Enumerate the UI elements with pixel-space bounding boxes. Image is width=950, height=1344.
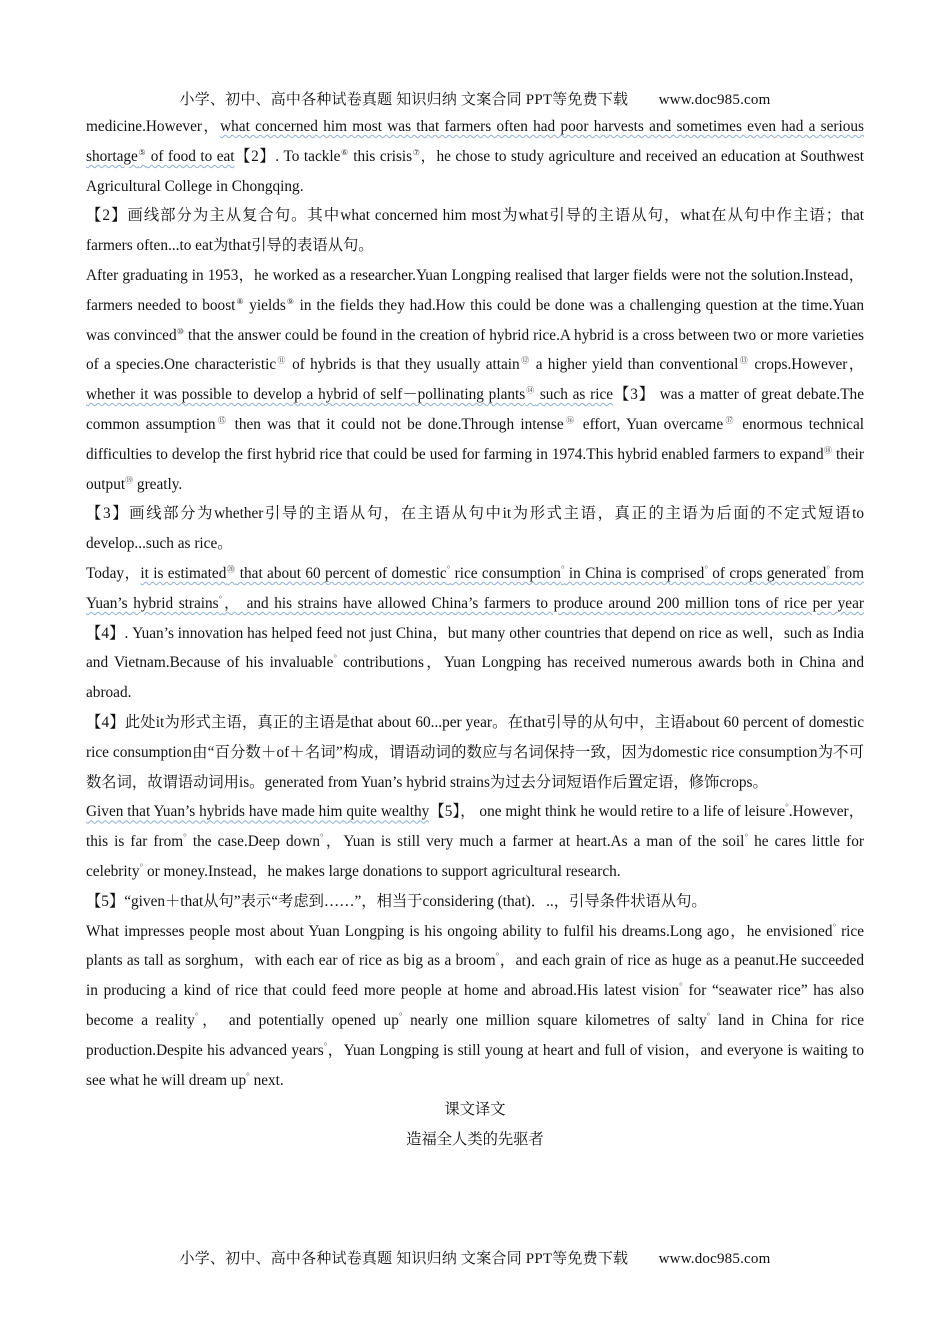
text: in the fields they had.How this could be done was a challenging question at the time.Yuan was convinced [86, 296, 865, 344]
paragraph-3 [86, 559, 864, 708]
text: effort, Yuan overcame [576, 415, 724, 433]
underlined-text: ， and his strains have allowed China’s farmers to produce around 200 million tons of rice per year [222, 594, 864, 612]
vocab-marker: ° [832, 921, 837, 932]
annotation-4: 【4】此处it为形式主语，真正的主语是that about 60...per year。在that引导的从句中，主语about 60 percent of domestic rice consumption由“百分数＋of＋名词”构成，谓语动词的数应与名词保持一致，因为domestic rice consumption为不可数名词，故谓语动词用is。generated from Yuan’s hybrid strains为过去分词短语作后置定语，修饰crops。 [86, 713, 864, 791]
paragraph-5 [86, 917, 864, 1096]
underlined-text: that about 60 percent of domestic [235, 564, 447, 582]
annotation-2: 【2】画线部分为主从复合句。其中what concerned him most为what引导的主语从句，what在从句中作主语；that farmers often...to eat为that引导的表语从句。 [86, 207, 864, 255]
underlined-text: what concerned him most was that farmers often had poor harvests and sometimes even had a serious shortage [86, 118, 864, 165]
text: that the answer could be found in the creation of hybrid rice.A hybrid is a cross between two or more varieties of a species.One characteristic [86, 326, 864, 374]
paragraph-2 [86, 261, 864, 499]
footnote-marker: ⑱ [823, 445, 832, 455]
text: for “seawater rice” has also become a reality [86, 982, 864, 1029]
underlined-sentence [86, 386, 613, 403]
text: then was that it could not be done.Through intense [228, 415, 564, 433]
vocab-marker: ° [323, 1040, 328, 1051]
text: he cares little for celebrity [86, 833, 864, 880]
footnote-marker: ⑧ [235, 296, 245, 306]
text: ， and potentially opened up [198, 1011, 399, 1029]
footnote-marker: ⑰ [723, 415, 736, 425]
annotation-5: 【5】“given＋that从句”表示“考虑到……”，相当于considering (that)．..，引导条件状语从句。 [86, 892, 707, 910]
page-footer: 小学、初中、高中各种试卷真题 知识归纳 文案合同 PPT等免费下载 www.doc985.com [179, 1251, 771, 1267]
note-marker: 【2】 [234, 147, 276, 165]
vocab-marker: ° [218, 593, 223, 604]
vocab-marker: ° [333, 653, 337, 664]
vocab-marker: ° [704, 563, 708, 574]
text: medicine.However， [86, 118, 221, 135]
footnote-marker: ⑳ [226, 564, 236, 574]
text: .However， this is far from [86, 803, 865, 851]
text: rice plants as tall as sorghum，with each ear of rice as big as a broom [86, 922, 864, 970]
text: ，Yuan is still very much a farmer at heart.As a man of the soil [323, 833, 745, 851]
underlined-text: whether it was possible to develop a hybrid of self－pollinating plants [86, 386, 526, 404]
text: crops.However， [749, 356, 865, 374]
vocab-marker: ° [785, 802, 789, 813]
vocab-marker: ° [246, 1070, 250, 1081]
text: this crisis [348, 147, 413, 165]
page-header: 小学、初中、高中各种试卷真题 知识归纳 文案合同 PPT等免费下载 www.doc985.com [179, 92, 771, 108]
vocab-marker: ° [560, 563, 565, 574]
footnote-marker: ⑲ [125, 475, 134, 485]
text: nearly one million square kilometres of salty [402, 1011, 707, 1029]
text: Today， [86, 564, 141, 582]
vocab-marker: ° [194, 1010, 199, 1021]
text: greatly. [133, 475, 183, 493]
note-marker: 【5】 [429, 803, 461, 821]
paragraph-4 [86, 797, 864, 886]
underlined-text: it is estimated [140, 564, 227, 582]
text: After graduating in 1953，he worked as a researcher.Yuan Longping realised that larger fields were not the solution.Instead， farmers needed to boost [86, 266, 864, 314]
footnote-marker: ⑬ [738, 356, 750, 366]
vocab-marker: ° [495, 951, 500, 962]
footnote-marker: ⑭ [525, 386, 536, 396]
text: next. [249, 1071, 284, 1089]
text: . Yuan’s innovation has helped feed not just China，but many other countries that depend on rice as well，such as India and Vietnam.Because of his invaluable [86, 624, 864, 672]
footnote-marker: ⑦ [412, 147, 421, 157]
vocab-marker: ° [446, 563, 451, 574]
text: ，and each grain of rice as huge as a peanut.He succeeded in producing a kind of rice that could feed more people at home and abroad.His latest vision [86, 952, 864, 1000]
vocab-marker: ° [706, 1010, 711, 1021]
text: of hybrids is that they usually attain [286, 356, 520, 374]
underlined-text: such as rice [535, 386, 614, 404]
vocab-marker: ° [183, 832, 187, 843]
note-marker: 【3】 [613, 386, 655, 404]
text: contributions，Yuan Longping has received numerous awards both in China and abroad. [86, 654, 864, 702]
text: What impresses people most about Yuan Longping is his ongoing ability to fulfil his dreams.Long ago，he envisioned [86, 922, 833, 940]
text: enormous technical difficulties to develop the first hybrid rice that could be used for farming in 1974.This hybrid enabled farmers to expand [86, 415, 865, 463]
translation-title: 造福全人类的先驱者 [406, 1131, 544, 1149]
text: ，Yuan Longping is still young at heart and full of vision，and everyone is waiting to see what he will dream up [86, 1041, 864, 1089]
vocab-marker: ° [679, 981, 683, 992]
underlined-text: in China is comprised [564, 564, 705, 582]
footnote-marker: ⑩ [176, 326, 185, 336]
underlined-sentence [86, 565, 864, 612]
footnote-marker: ⑥ [340, 147, 349, 157]
vocab-marker: ° [826, 563, 830, 574]
footnote-marker: ⑤ [137, 147, 147, 157]
footnote-marker: ⑫ [519, 356, 531, 366]
underlined-text: of crops generated [707, 564, 827, 582]
text: a higher yield than conventional [530, 356, 739, 374]
text: ， one might think he would retire to a life of leisure [460, 803, 786, 821]
text: yields [244, 296, 286, 314]
section-title: 课文译文 [444, 1101, 506, 1119]
underlined-sentence: Given that Yuan’s hybrids have made him quite wealthy [86, 803, 430, 821]
paragraph-1 [86, 112, 864, 201]
text: their output [86, 445, 865, 493]
vocab-marker: ° [398, 1010, 403, 1021]
document-body [86, 112, 864, 1155]
vocab-marker: ° [744, 832, 749, 843]
text: or money.Instead，he makes large donations to support agricultural research. [143, 862, 621, 880]
text: land in China for rice production.Despite his advanced years [86, 1011, 865, 1059]
footnote-marker: ⑯ [563, 415, 577, 425]
underlined-text: rice consumption [450, 564, 561, 582]
text: was a matter of great debate.The common assumption [86, 386, 864, 433]
footnote-marker: ⑪ [276, 356, 287, 366]
vocab-marker: ° [320, 832, 324, 843]
text: the case.Deep down [186, 833, 321, 851]
underlined-text: of food to eat [146, 147, 235, 165]
underlined-text: from Yuan’s hybrid strains [86, 564, 865, 612]
footnote-marker: ⑨ [285, 296, 295, 306]
annotation-3: 【3】画线部分为whether引导的主语从句，在主语从句中it为形式主语，真正的主语为后面的不定式短语to develop...such as rice。 [86, 505, 864, 553]
text: . To tackle [275, 147, 341, 165]
text: ，he chose to study agriculture and received an education at Southwest Agricultural College in Chongqing. [86, 147, 865, 195]
vocab-marker: ° [139, 861, 144, 872]
note-marker: 【4】 [86, 624, 125, 642]
footnote-marker: ⑮ [215, 415, 229, 425]
